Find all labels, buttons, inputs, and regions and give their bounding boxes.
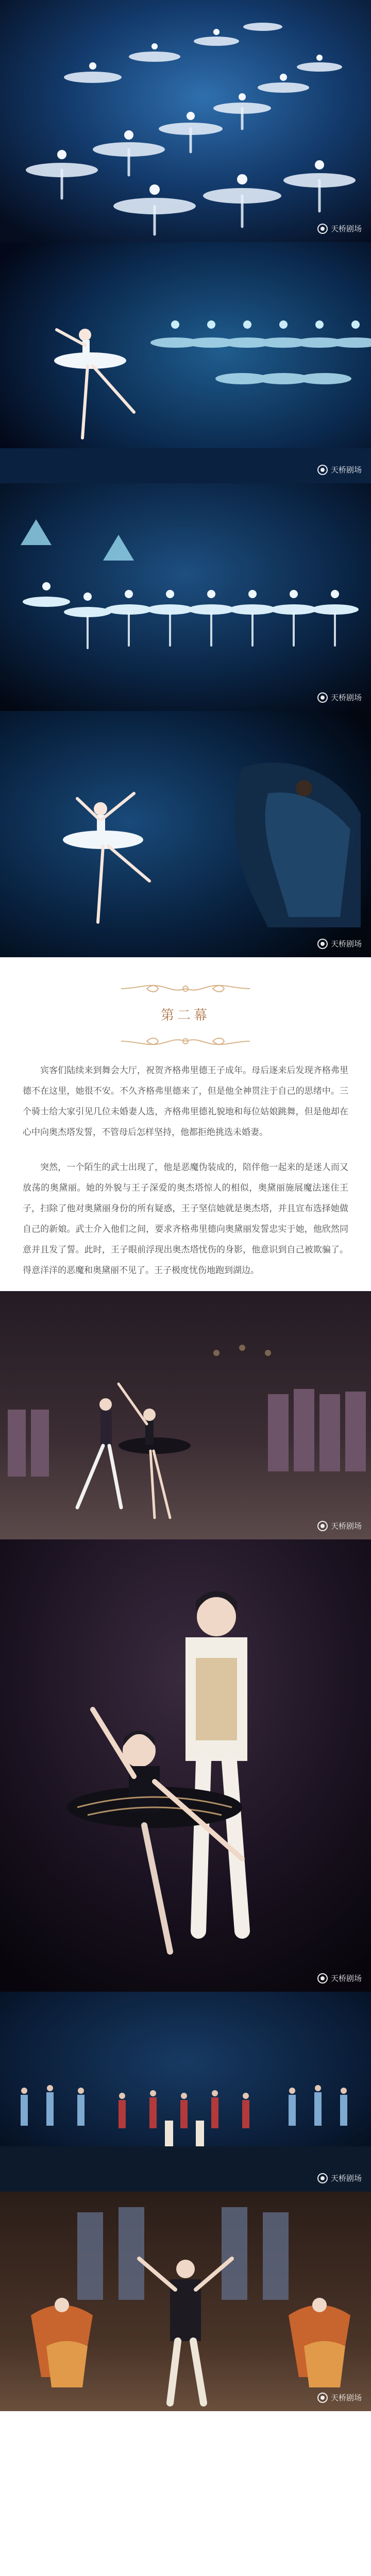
act-two-header xyxy=(0,957,371,1060)
watermark-label: 天桥剧场 xyxy=(330,1521,362,1531)
watermark-label: 天桥剧场 xyxy=(330,939,362,948)
watermark xyxy=(317,1973,362,1984)
watermark xyxy=(317,692,362,703)
watermark xyxy=(317,464,362,475)
photo-odette-corps xyxy=(0,242,371,483)
watermark-label: 天桥剧场 xyxy=(330,2393,362,2402)
ornament-divider-bottom xyxy=(0,1033,371,1049)
theatre-logo-icon xyxy=(317,939,328,949)
theatre-logo-icon xyxy=(317,692,328,703)
watermark xyxy=(317,938,362,949)
theatre-logo-icon xyxy=(317,224,328,234)
watermark xyxy=(317,223,362,234)
flourish-icon xyxy=(116,981,255,996)
act-two-synopsis xyxy=(0,1060,371,1291)
watermark xyxy=(317,1520,362,1531)
act-title: 第二幕 xyxy=(160,1008,210,1023)
photo-ballroom-duet-image xyxy=(0,1291,371,1539)
photo-ballroom-duet xyxy=(0,1291,371,1539)
synopsis-paragraph: 宾客们陆续来到舞会大厅，祝贺齐格弗里德王子成年。母后逐来后发现齐格弗里德不在这里，她很不安。不久齐格弗里德来了，但是他全神贯注于自己的思绪中。三个骑士给大家引见几位未婚妻人选，齐格弗里德礼貌地和每位姑娘跳舞，但是他却在心中向奥杰塔发誓，不管母后怎样坚持，他都拒绝挑选未婚妻。 xyxy=(23,1065,348,1138)
watermark-label: 天桥剧场 xyxy=(330,224,362,233)
photo-odette-rothbart xyxy=(0,711,371,957)
photo-character-dance xyxy=(0,2192,371,2411)
theatre-logo-icon xyxy=(317,1973,328,1984)
photo-odette-corps-image xyxy=(0,242,371,483)
theatre-logo-icon xyxy=(317,465,328,475)
photo-swan-line xyxy=(0,483,371,711)
theatre-logo-icon xyxy=(317,2393,328,2403)
theatre-logo-icon xyxy=(317,1521,328,1531)
watermark-label: 天桥剧场 xyxy=(330,693,362,702)
watermark-label: 天桥剧场 xyxy=(330,465,362,474)
photo-odette-rothbart-image xyxy=(0,711,371,957)
photo-character-dance-image xyxy=(0,2192,371,2411)
watermark-label: 天桥剧场 xyxy=(330,1974,362,1983)
photo-ballroom-ensemble xyxy=(0,1992,371,2192)
theatre-logo-icon xyxy=(317,2173,328,2183)
photo-swan-corps xyxy=(0,0,371,242)
photo-siegfried-odile xyxy=(0,1539,371,1992)
photo-ballroom-ensemble-image xyxy=(0,1992,371,2192)
photo-swan-corps-image xyxy=(0,0,371,242)
photo-siegfried-odile-image xyxy=(0,1539,371,1992)
ornament-divider-top xyxy=(0,981,371,996)
watermark-label: 天桥剧场 xyxy=(330,2174,362,2183)
photo-swan-line-image xyxy=(0,483,371,711)
flourish-icon xyxy=(116,1033,255,1049)
synopsis-paragraph: 突然，一个陌生的武士出现了，他是恶魔伪装成的，陪伴他一起来的是迷人而又放荡的奥黛丽。她的外貌与王子深爱的奥杰塔惊人的相似，奥黛丽施展魔法迷住王子，扫除了他对奥黛丽身份的所有疑惑，王子坚信她就是奥杰塔，并且宣布选择她做自己的新娘。武士介入他们之间，要求齐格弗里德向奥黛丽发誓忠实于她，他欣然同意并且发了誓。此时，王子眼前浮现出奥杰塔忧伤的身影，他意识到自己被欺骗了。得意洋洋的恶魔和奥黛丽不见了。王子极度忧伤地跑到湖边。 xyxy=(23,1162,348,1276)
watermark xyxy=(317,2392,362,2403)
watermark xyxy=(317,2173,362,2183)
